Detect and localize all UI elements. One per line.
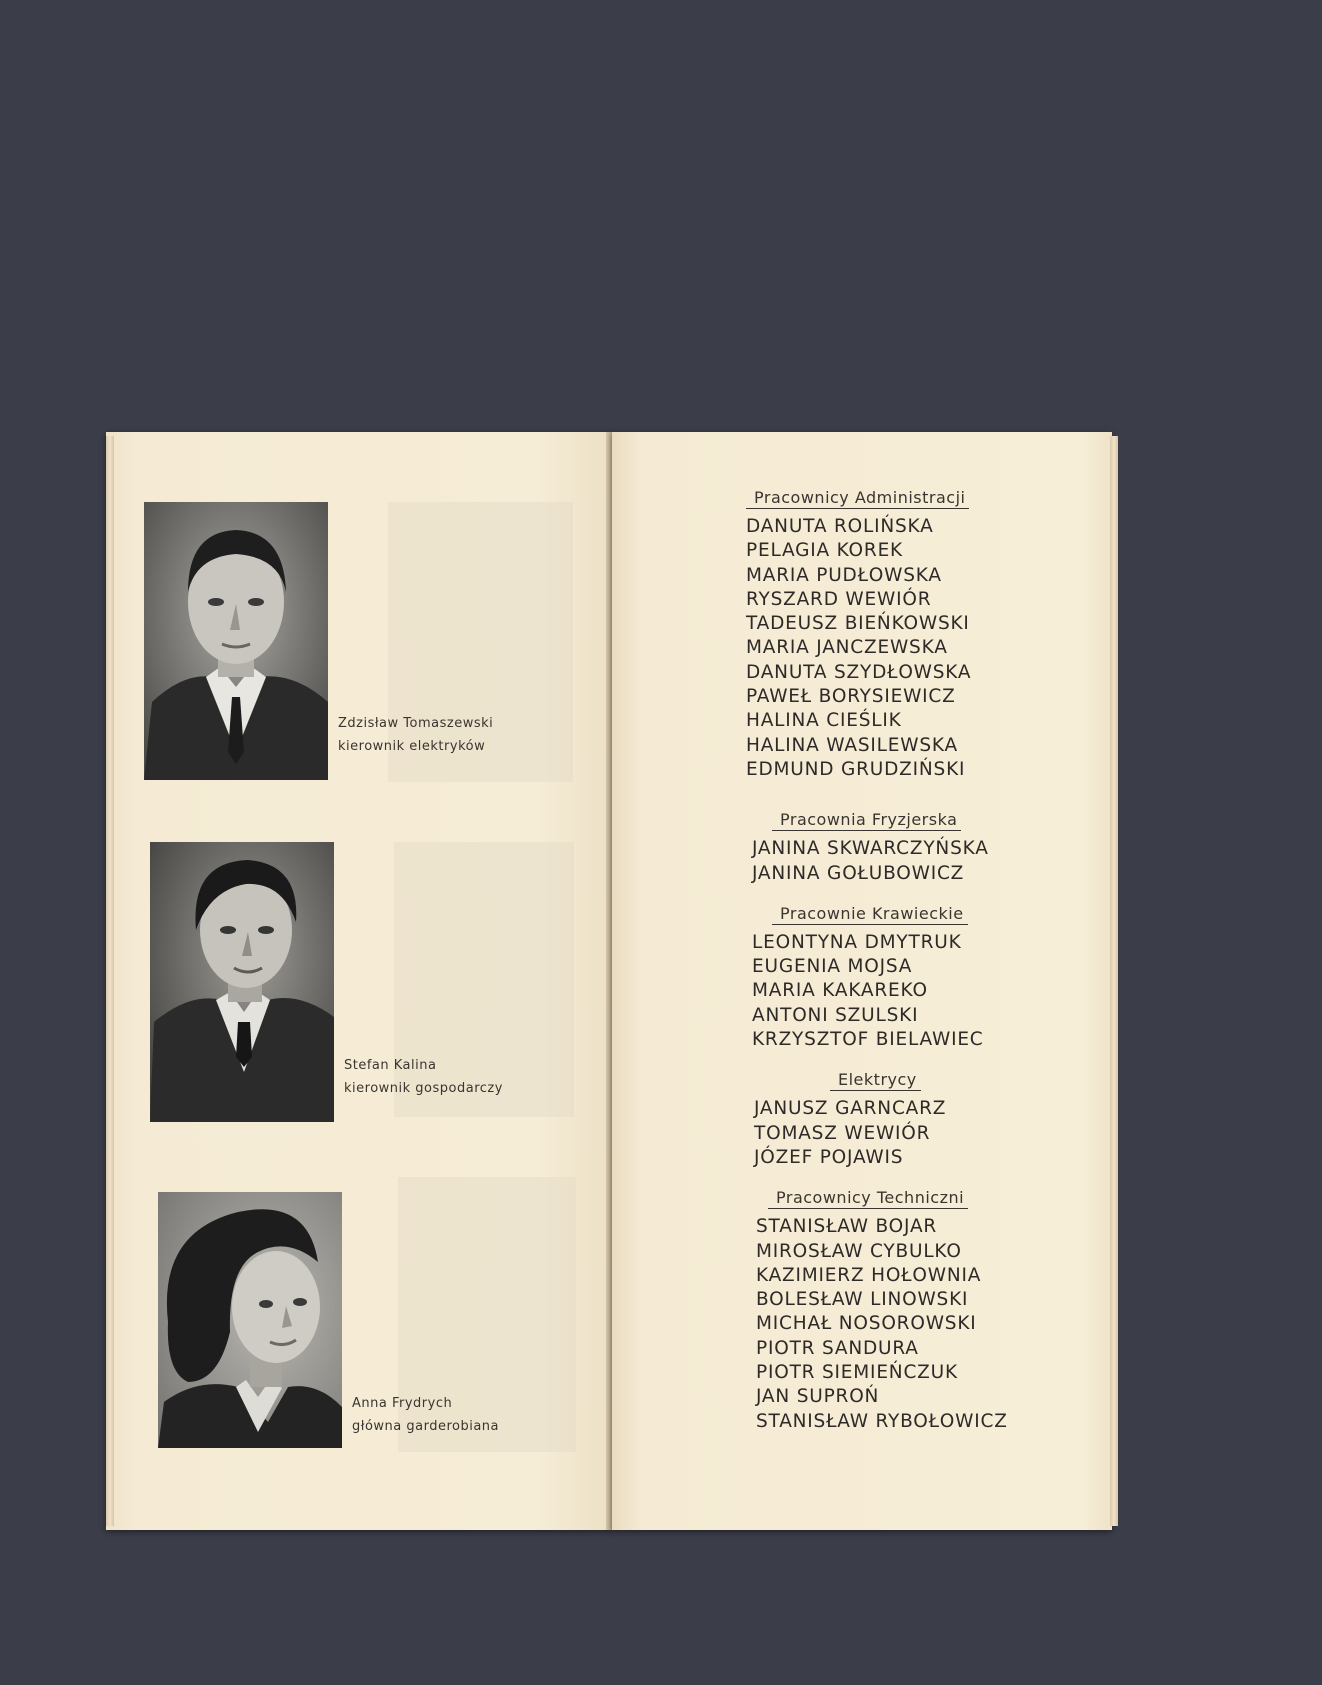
staff-section: [746, 488, 1066, 782]
portrait-photo-2: [150, 842, 334, 1122]
staff-name: EDMUND GRUDZIŃSKI: [746, 758, 966, 780]
staff-name: TOMASZ WEWIÓR: [754, 1122, 931, 1144]
staff-section: [752, 904, 1066, 1052]
staff-name: MIROSŁAW CYBULKO: [756, 1240, 962, 1262]
staff-name: JAN SUPROŃ: [756, 1386, 880, 1408]
section-title: Pracownie Krawieckie: [772, 904, 968, 925]
staff-name: JANUSZ GARNCARZ: [754, 1098, 947, 1120]
staff-name: RYSZARD WEWIÓR: [746, 588, 932, 610]
staff-name: JANINA GOŁUBOWICZ: [752, 862, 965, 884]
name-list: [746, 515, 1066, 782]
staff-name: STANISŁAW BOJAR: [756, 1216, 938, 1238]
right-page: [612, 432, 1112, 1530]
portrait-caption-2: [344, 1054, 503, 1100]
staff-name: MARIA PUDŁOWSKA: [746, 564, 942, 586]
portrait-name: Stefan Kalina: [344, 1058, 437, 1073]
portrait-role: główna garderobiana: [352, 1419, 500, 1434]
section-title: Pracownicy Techniczni: [768, 1188, 968, 1209]
staff-name: JANINA SKWARCZYŃSKA: [752, 838, 989, 860]
staff-name: TADEUSZ BIEŃKOWSKI: [746, 613, 970, 635]
name-list: [754, 1097, 1066, 1170]
staff-name: EUGENIA MOJSA: [752, 956, 913, 978]
staff-name: KAZIMIERZ HOŁOWNIA: [756, 1264, 982, 1286]
staff-name: PELAGIA KOREK: [746, 540, 903, 562]
staff-name: PIOTR SIEMIEŃCZUK: [756, 1362, 958, 1384]
staff-name: JÓZEF POJAWIS: [754, 1146, 904, 1168]
staff-name: STANISŁAW RYBOŁOWICZ: [756, 1410, 1008, 1432]
staff-name: DANUTA SZYDŁOWSKA: [746, 661, 972, 683]
portrait-name: Zdzisław Tomaszewski: [338, 716, 494, 731]
staff-section: [756, 1188, 1066, 1434]
staff-list: [746, 488, 1066, 1452]
page-edge: [1110, 436, 1118, 1526]
name-list: [752, 931, 1066, 1052]
staff-name: LEONTYNA DMYTRUK: [752, 931, 962, 953]
staff-name: KRZYSZTOF BIELAWIEC: [752, 1029, 984, 1051]
staff-section: [754, 1070, 1066, 1170]
portrait-role: kierownik gospodarczy: [344, 1081, 503, 1096]
staff-name: MARIA JANCZEWSKA: [746, 637, 948, 659]
staff-name: ANTONI SZULSKI: [752, 1004, 919, 1026]
portrait-role: kierownik elektryków: [338, 739, 486, 754]
staff-name: MARIA KAKAREKO: [752, 980, 928, 1002]
page-edge: [106, 436, 114, 1526]
staff-name: DANUTA ROLIŃSKA: [746, 516, 934, 537]
portrait-photo-3: [158, 1192, 342, 1448]
staff-name: BOLESŁAW LINOWSKI: [756, 1289, 969, 1311]
staff-section: [752, 810, 1066, 886]
open-booklet: [100, 432, 1118, 1530]
section-title: Pracownicy Administracji: [746, 488, 969, 509]
section-title: Pracownia Fryzjerska: [772, 810, 961, 831]
portrait-photo-1: [144, 502, 328, 780]
staff-name: HALINA WASILEWSKA: [746, 734, 958, 756]
portrait-caption-3: [352, 1392, 499, 1438]
left-page: [106, 432, 612, 1530]
staff-name: MICHAŁ NOSOROWSKI: [756, 1313, 977, 1335]
name-list: [756, 1215, 1066, 1434]
section-title: Elektrycy: [830, 1070, 921, 1091]
name-list: [752, 837, 1066, 886]
portrait-caption-1: [338, 712, 493, 758]
staff-name: PAWEŁ BORYSIEWICZ: [746, 686, 956, 708]
portrait-name: Anna Frydrych: [352, 1396, 453, 1411]
staff-name: HALINA CIEŚLIK: [746, 710, 902, 732]
staff-name: PIOTR SANDURA: [756, 1337, 919, 1359]
